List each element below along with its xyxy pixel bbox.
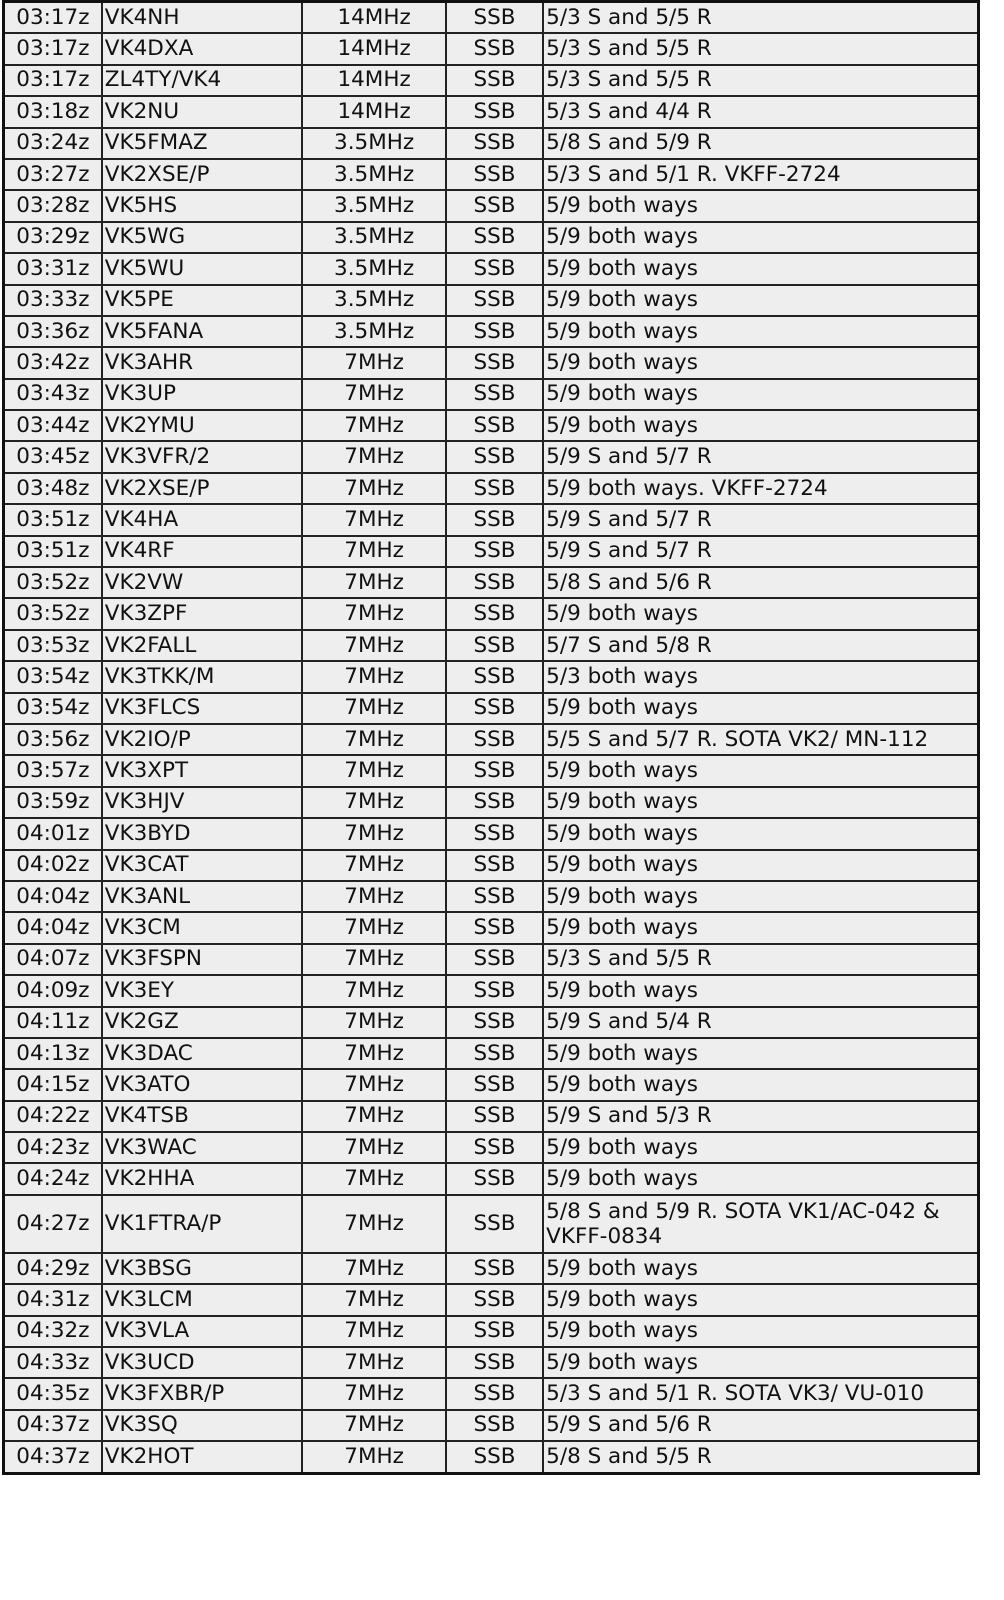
mode-cell: SSB bbox=[446, 316, 543, 347]
report-cell: 5/8 S and 5/9 R. SOTA VK1/AC-042 & VKFF-0834 bbox=[543, 1195, 978, 1253]
mode-cell: SSB bbox=[446, 1441, 543, 1473]
frequency-cell: 7MHz bbox=[302, 1132, 445, 1163]
table-row bbox=[4, 850, 979, 881]
callsign-cell: ZL4TY/VK4 bbox=[102, 65, 303, 96]
mode-cell: SSB bbox=[446, 159, 543, 190]
mode-cell: SSB bbox=[446, 724, 543, 755]
report-cell: 5/9 S and 5/4 R bbox=[543, 1007, 978, 1038]
table-row bbox=[4, 190, 979, 221]
mode-cell: SSB bbox=[446, 190, 543, 221]
table-row bbox=[4, 1253, 979, 1284]
frequency-cell: 7MHz bbox=[302, 787, 445, 818]
frequency-cell: 7MHz bbox=[302, 379, 445, 410]
mode-cell: SSB bbox=[446, 1410, 543, 1441]
table-row bbox=[4, 598, 979, 629]
table-row bbox=[4, 2, 979, 34]
mode-cell: SSB bbox=[446, 504, 543, 535]
table-row bbox=[4, 441, 979, 472]
frequency-cell: 7MHz bbox=[302, 347, 445, 378]
report-cell: 5/9 both ways bbox=[543, 787, 978, 818]
mode-cell: SSB bbox=[446, 567, 543, 598]
time-cell: 04:23z bbox=[4, 1132, 102, 1163]
frequency-cell: 7MHz bbox=[302, 630, 445, 661]
frequency-cell: 7MHz bbox=[302, 912, 445, 943]
table-row bbox=[4, 1132, 979, 1163]
callsign-cell: VK3WAC bbox=[102, 1132, 303, 1163]
table-row bbox=[4, 1284, 979, 1315]
report-cell: 5/9 both ways bbox=[543, 316, 978, 347]
table-row bbox=[4, 787, 979, 818]
time-cell: 03:24z bbox=[4, 128, 102, 159]
callsign-cell: VK3AHR bbox=[102, 347, 303, 378]
report-cell: 5/9 both ways bbox=[543, 1284, 978, 1315]
callsign-cell: VK3VFR/2 bbox=[102, 441, 303, 472]
frequency-cell: 7MHz bbox=[302, 1284, 445, 1315]
callsign-cell: VK2XSE/P bbox=[102, 473, 303, 504]
table-row bbox=[4, 881, 979, 912]
table-row bbox=[4, 1007, 979, 1038]
frequency-cell: 7MHz bbox=[302, 1378, 445, 1409]
callsign-cell: VK3BSG bbox=[102, 1253, 303, 1284]
frequency-cell: 3.5MHz bbox=[302, 128, 445, 159]
callsign-cell: VK5HS bbox=[102, 190, 303, 221]
time-cell: 03:29z bbox=[4, 222, 102, 253]
contact-log-body bbox=[4, 2, 979, 1474]
table-row bbox=[4, 473, 979, 504]
frequency-cell: 7MHz bbox=[302, 818, 445, 849]
table-row bbox=[4, 975, 979, 1006]
time-cell: 04:24z bbox=[4, 1163, 102, 1194]
frequency-cell: 14MHz bbox=[302, 2, 445, 34]
mode-cell: SSB bbox=[446, 850, 543, 881]
report-cell: 5/9 both ways bbox=[543, 1347, 978, 1378]
report-cell: 5/3 S and 4/4 R bbox=[543, 96, 978, 127]
callsign-cell: VK5WG bbox=[102, 222, 303, 253]
time-cell: 04:01z bbox=[4, 818, 102, 849]
frequency-cell: 14MHz bbox=[302, 65, 445, 96]
callsign-cell: VK4DXA bbox=[102, 33, 303, 64]
report-cell: 5/9 both ways bbox=[543, 1132, 978, 1163]
time-cell: 03:54z bbox=[4, 661, 102, 692]
frequency-cell: 7MHz bbox=[302, 881, 445, 912]
time-cell: 04:04z bbox=[4, 912, 102, 943]
table-row bbox=[4, 347, 979, 378]
frequency-cell: 7MHz bbox=[302, 1101, 445, 1132]
frequency-cell: 7MHz bbox=[302, 1195, 445, 1253]
frequency-cell: 7MHz bbox=[302, 1253, 445, 1284]
report-cell: 5/9 both ways bbox=[543, 347, 978, 378]
report-cell: 5/9 both ways. VKFF-2724 bbox=[543, 473, 978, 504]
table-row bbox=[4, 693, 979, 724]
table-row bbox=[4, 1101, 979, 1132]
table-row bbox=[4, 567, 979, 598]
mode-cell: SSB bbox=[446, 693, 543, 724]
time-cell: 03:51z bbox=[4, 536, 102, 567]
report-cell: 5/3 both ways bbox=[543, 661, 978, 692]
callsign-cell: VK2YMU bbox=[102, 410, 303, 441]
time-cell: 03:45z bbox=[4, 441, 102, 472]
report-cell: 5/3 S and 5/5 R bbox=[543, 33, 978, 64]
time-cell: 03:17z bbox=[4, 2, 102, 34]
callsign-cell: VK2FALL bbox=[102, 630, 303, 661]
report-cell: 5/9 both ways bbox=[543, 253, 978, 284]
time-cell: 03:52z bbox=[4, 598, 102, 629]
callsign-cell: VK3ZPF bbox=[102, 598, 303, 629]
table-row bbox=[4, 630, 979, 661]
report-cell: 5/9 both ways bbox=[543, 693, 978, 724]
table-row bbox=[4, 661, 979, 692]
report-cell: 5/3 S and 5/1 R. VKFF-2724 bbox=[543, 159, 978, 190]
callsign-cell: VK4RF bbox=[102, 536, 303, 567]
time-cell: 04:07z bbox=[4, 944, 102, 975]
table-row bbox=[4, 504, 979, 535]
table-row bbox=[4, 536, 979, 567]
frequency-cell: 7MHz bbox=[302, 536, 445, 567]
frequency-cell: 7MHz bbox=[302, 693, 445, 724]
callsign-cell: VK2HHA bbox=[102, 1163, 303, 1194]
table-row bbox=[4, 253, 979, 284]
time-cell: 03:33z bbox=[4, 285, 102, 316]
report-cell: 5/9 both ways bbox=[543, 379, 978, 410]
time-cell: 03:56z bbox=[4, 724, 102, 755]
callsign-cell: VK4HA bbox=[102, 504, 303, 535]
report-cell: 5/3 S and 5/5 R bbox=[543, 65, 978, 96]
callsign-cell: VK5FMAZ bbox=[102, 128, 303, 159]
mode-cell: SSB bbox=[446, 285, 543, 316]
mode-cell: SSB bbox=[446, 441, 543, 472]
frequency-cell: 3.5MHz bbox=[302, 222, 445, 253]
time-cell: 03:48z bbox=[4, 473, 102, 504]
report-cell: 5/9 both ways bbox=[543, 222, 978, 253]
mode-cell: SSB bbox=[446, 1347, 543, 1378]
mode-cell: SSB bbox=[446, 1195, 543, 1253]
mode-cell: SSB bbox=[446, 912, 543, 943]
mode-cell: SSB bbox=[446, 881, 543, 912]
mode-cell: SSB bbox=[446, 473, 543, 504]
table-row bbox=[4, 1316, 979, 1347]
frequency-cell: 7MHz bbox=[302, 850, 445, 881]
time-cell: 03:53z bbox=[4, 630, 102, 661]
time-cell: 03:51z bbox=[4, 504, 102, 535]
time-cell: 04:22z bbox=[4, 1101, 102, 1132]
mode-cell: SSB bbox=[446, 1069, 543, 1100]
table-row bbox=[4, 128, 979, 159]
time-cell: 04:32z bbox=[4, 1316, 102, 1347]
report-cell: 5/5 S and 5/7 R. SOTA VK2/ MN-112 bbox=[543, 724, 978, 755]
time-cell: 03:17z bbox=[4, 65, 102, 96]
callsign-cell: VK3HJV bbox=[102, 787, 303, 818]
report-cell: 5/3 S and 5/5 R bbox=[543, 2, 978, 34]
report-cell: 5/8 S and 5/9 R bbox=[543, 128, 978, 159]
callsign-cell: VK3TKK/M bbox=[102, 661, 303, 692]
table-row bbox=[4, 1038, 979, 1069]
callsign-cell: VK2IO/P bbox=[102, 724, 303, 755]
report-cell: 5/9 both ways bbox=[543, 755, 978, 786]
frequency-cell: 7MHz bbox=[302, 441, 445, 472]
mode-cell: SSB bbox=[446, 33, 543, 64]
mode-cell: SSB bbox=[446, 630, 543, 661]
table-row bbox=[4, 1069, 979, 1100]
mode-cell: SSB bbox=[446, 536, 543, 567]
mode-cell: SSB bbox=[446, 128, 543, 159]
frequency-cell: 7MHz bbox=[302, 1069, 445, 1100]
report-cell: 5/9 both ways bbox=[543, 598, 978, 629]
time-cell: 04:31z bbox=[4, 1284, 102, 1315]
frequency-cell: 14MHz bbox=[302, 33, 445, 64]
table-row bbox=[4, 818, 979, 849]
mode-cell: SSB bbox=[446, 661, 543, 692]
callsign-cell: VK2GZ bbox=[102, 1007, 303, 1038]
callsign-cell: VK5FANA bbox=[102, 316, 303, 347]
callsign-cell: VK3FXBR/P bbox=[102, 1378, 303, 1409]
mode-cell: SSB bbox=[446, 253, 543, 284]
mode-cell: SSB bbox=[446, 347, 543, 378]
mode-cell: SSB bbox=[446, 379, 543, 410]
callsign-cell: VK2VW bbox=[102, 567, 303, 598]
time-cell: 03:31z bbox=[4, 253, 102, 284]
frequency-cell: 7MHz bbox=[302, 944, 445, 975]
table-row bbox=[4, 1410, 979, 1441]
callsign-cell: VK3LCM bbox=[102, 1284, 303, 1315]
mode-cell: SSB bbox=[446, 222, 543, 253]
frequency-cell: 7MHz bbox=[302, 1410, 445, 1441]
time-cell: 04:04z bbox=[4, 881, 102, 912]
frequency-cell: 3.5MHz bbox=[302, 253, 445, 284]
report-cell: 5/9 S and 5/7 R bbox=[543, 441, 978, 472]
callsign-cell: VK4NH bbox=[102, 2, 303, 34]
time-cell: 04:37z bbox=[4, 1410, 102, 1441]
mode-cell: SSB bbox=[446, 787, 543, 818]
callsign-cell: VK1FTRA/P bbox=[102, 1195, 303, 1253]
table-row bbox=[4, 65, 979, 96]
frequency-cell: 3.5MHz bbox=[302, 316, 445, 347]
table-row bbox=[4, 1441, 979, 1473]
mode-cell: SSB bbox=[446, 65, 543, 96]
frequency-cell: 7MHz bbox=[302, 661, 445, 692]
time-cell: 03:44z bbox=[4, 410, 102, 441]
frequency-cell: 7MHz bbox=[302, 598, 445, 629]
callsign-cell: VK2XSE/P bbox=[102, 159, 303, 190]
time-cell: 04:13z bbox=[4, 1038, 102, 1069]
callsign-cell: VK3DAC bbox=[102, 1038, 303, 1069]
callsign-cell: VK3BYD bbox=[102, 818, 303, 849]
time-cell: 03:18z bbox=[4, 96, 102, 127]
frequency-cell: 7MHz bbox=[302, 1007, 445, 1038]
report-cell: 5/9 both ways bbox=[543, 1316, 978, 1347]
mode-cell: SSB bbox=[446, 1284, 543, 1315]
time-cell: 03:59z bbox=[4, 787, 102, 818]
callsign-cell: VK3ATO bbox=[102, 1069, 303, 1100]
time-cell: 04:02z bbox=[4, 850, 102, 881]
callsign-cell: VK3UCD bbox=[102, 1347, 303, 1378]
mode-cell: SSB bbox=[446, 1253, 543, 1284]
mode-cell: SSB bbox=[446, 818, 543, 849]
table-row bbox=[4, 285, 979, 316]
callsign-cell: VK3UP bbox=[102, 379, 303, 410]
time-cell: 04:35z bbox=[4, 1378, 102, 1409]
callsign-cell: VK4TSB bbox=[102, 1101, 303, 1132]
callsign-cell: VK3FSPN bbox=[102, 944, 303, 975]
report-cell: 5/9 both ways bbox=[543, 975, 978, 1006]
mode-cell: SSB bbox=[446, 1007, 543, 1038]
frequency-cell: 7MHz bbox=[302, 724, 445, 755]
mode-cell: SSB bbox=[446, 975, 543, 1006]
time-cell: 03:54z bbox=[4, 693, 102, 724]
frequency-cell: 7MHz bbox=[302, 473, 445, 504]
frequency-cell: 7MHz bbox=[302, 755, 445, 786]
report-cell: 5/9 both ways bbox=[543, 410, 978, 441]
time-cell: 03:42z bbox=[4, 347, 102, 378]
mode-cell: SSB bbox=[446, 2, 543, 34]
report-cell: 5/9 S and 5/7 R bbox=[543, 536, 978, 567]
frequency-cell: 7MHz bbox=[302, 1441, 445, 1473]
time-cell: 03:43z bbox=[4, 379, 102, 410]
mode-cell: SSB bbox=[446, 755, 543, 786]
callsign-cell: VK2NU bbox=[102, 96, 303, 127]
callsign-cell: VK3CAT bbox=[102, 850, 303, 881]
time-cell: 03:36z bbox=[4, 316, 102, 347]
report-cell: 5/9 both ways bbox=[543, 850, 978, 881]
mode-cell: SSB bbox=[446, 1038, 543, 1069]
report-cell: 5/7 S and 5/8 R bbox=[543, 630, 978, 661]
frequency-cell: 3.5MHz bbox=[302, 159, 445, 190]
table-row bbox=[4, 1195, 979, 1253]
report-cell: 5/3 S and 5/1 R. SOTA VK3/ VU-010 bbox=[543, 1378, 978, 1409]
report-cell: 5/9 both ways bbox=[543, 1163, 978, 1194]
callsign-cell: VK3EY bbox=[102, 975, 303, 1006]
time-cell: 04:11z bbox=[4, 1007, 102, 1038]
table-row bbox=[4, 912, 979, 943]
contact-log-table bbox=[2, 0, 980, 1475]
table-row bbox=[4, 159, 979, 190]
report-cell: 5/9 S and 5/6 R bbox=[543, 1410, 978, 1441]
frequency-cell: 7MHz bbox=[302, 410, 445, 441]
report-cell: 5/9 S and 5/3 R bbox=[543, 1101, 978, 1132]
mode-cell: SSB bbox=[446, 1101, 543, 1132]
callsign-cell: VK5PE bbox=[102, 285, 303, 316]
report-cell: 5/9 both ways bbox=[543, 1038, 978, 1069]
frequency-cell: 7MHz bbox=[302, 1163, 445, 1194]
report-cell: 5/8 S and 5/5 R bbox=[543, 1441, 978, 1473]
report-cell: 5/9 both ways bbox=[543, 1253, 978, 1284]
callsign-cell: VK2HOT bbox=[102, 1441, 303, 1473]
report-cell: 5/3 S and 5/5 R bbox=[543, 944, 978, 975]
table-row bbox=[4, 724, 979, 755]
report-cell: 5/9 both ways bbox=[543, 285, 978, 316]
callsign-cell: VK3XPT bbox=[102, 755, 303, 786]
mode-cell: SSB bbox=[446, 1163, 543, 1194]
table-row bbox=[4, 33, 979, 64]
time-cell: 03:52z bbox=[4, 567, 102, 598]
callsign-cell: VK3SQ bbox=[102, 1410, 303, 1441]
frequency-cell: 7MHz bbox=[302, 504, 445, 535]
table-row bbox=[4, 96, 979, 127]
mode-cell: SSB bbox=[446, 1316, 543, 1347]
frequency-cell: 3.5MHz bbox=[302, 285, 445, 316]
frequency-cell: 7MHz bbox=[302, 975, 445, 1006]
frequency-cell: 7MHz bbox=[302, 1316, 445, 1347]
callsign-cell: VK3ANL bbox=[102, 881, 303, 912]
frequency-cell: 7MHz bbox=[302, 1347, 445, 1378]
frequency-cell: 7MHz bbox=[302, 567, 445, 598]
report-cell: 5/9 both ways bbox=[543, 818, 978, 849]
time-cell: 03:27z bbox=[4, 159, 102, 190]
frequency-cell: 14MHz bbox=[302, 96, 445, 127]
table-row bbox=[4, 316, 979, 347]
table-row bbox=[4, 222, 979, 253]
table-row bbox=[4, 944, 979, 975]
time-cell: 04:29z bbox=[4, 1253, 102, 1284]
time-cell: 03:28z bbox=[4, 190, 102, 221]
time-cell: 04:27z bbox=[4, 1195, 102, 1253]
callsign-cell: VK5WU bbox=[102, 253, 303, 284]
mode-cell: SSB bbox=[446, 96, 543, 127]
callsign-cell: VK3FLCS bbox=[102, 693, 303, 724]
table-row bbox=[4, 379, 979, 410]
report-cell: 5/9 both ways bbox=[543, 1069, 978, 1100]
report-cell: 5/9 S and 5/7 R bbox=[543, 504, 978, 535]
time-cell: 04:09z bbox=[4, 975, 102, 1006]
frequency-cell: 3.5MHz bbox=[302, 190, 445, 221]
frequency-cell: 7MHz bbox=[302, 1038, 445, 1069]
report-cell: 5/8 S and 5/6 R bbox=[543, 567, 978, 598]
report-cell: 5/9 both ways bbox=[543, 912, 978, 943]
table-row bbox=[4, 1347, 979, 1378]
mode-cell: SSB bbox=[446, 1132, 543, 1163]
table-row bbox=[4, 755, 979, 786]
time-cell: 04:37z bbox=[4, 1441, 102, 1473]
time-cell: 03:17z bbox=[4, 33, 102, 64]
mode-cell: SSB bbox=[446, 1378, 543, 1409]
report-cell: 5/9 both ways bbox=[543, 881, 978, 912]
table-row bbox=[4, 410, 979, 441]
mode-cell: SSB bbox=[446, 944, 543, 975]
report-cell: 5/9 both ways bbox=[543, 190, 978, 221]
time-cell: 04:15z bbox=[4, 1069, 102, 1100]
table-row bbox=[4, 1163, 979, 1194]
table-row bbox=[4, 1378, 979, 1409]
time-cell: 03:57z bbox=[4, 755, 102, 786]
callsign-cell: VK3VLA bbox=[102, 1316, 303, 1347]
time-cell: 04:33z bbox=[4, 1347, 102, 1378]
mode-cell: SSB bbox=[446, 598, 543, 629]
callsign-cell: VK3CM bbox=[102, 912, 303, 943]
mode-cell: SSB bbox=[446, 410, 543, 441]
